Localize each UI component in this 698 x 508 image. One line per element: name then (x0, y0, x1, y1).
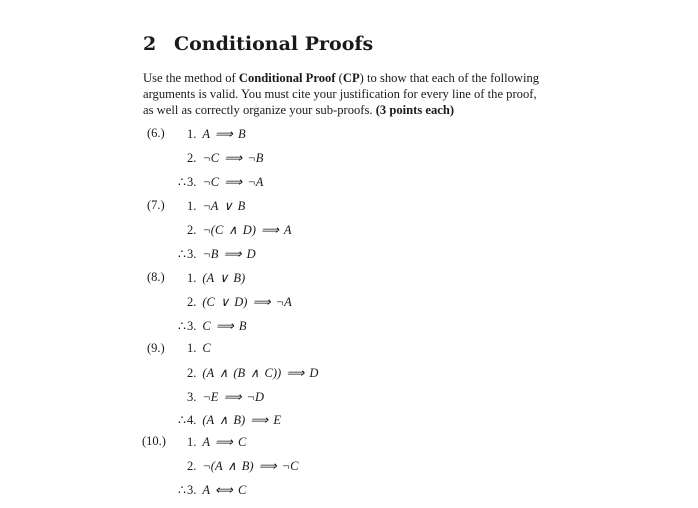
proof-line (187, 434, 246, 450)
formula: C ⟹ B (202, 319, 247, 333)
instructions-line-1 (143, 70, 603, 86)
section-heading (143, 33, 373, 55)
problem-label: (9.) (147, 341, 165, 355)
therefore-symbol: ∴ (178, 482, 186, 497)
formula: (A ∧ B) ⟹ E (202, 413, 281, 427)
instructions-text: ) to show that each of the following (359, 71, 540, 85)
formula: ¬(C ∧ D) ⟹ A (202, 223, 292, 237)
formula: (C ∨ D) ⟹ ¬A (202, 295, 292, 309)
line-number: 1. (187, 341, 197, 355)
formula: ¬C ⟹ ¬A (202, 175, 264, 189)
proof-line (178, 246, 256, 262)
formula: ¬B ⟹ D (202, 247, 256, 261)
line-number: 4. (187, 413, 197, 427)
line-number: 3. (187, 483, 197, 497)
proof-line (178, 482, 247, 498)
instructions-line-3 (143, 102, 603, 118)
proof-line (178, 318, 247, 334)
line-number: 2. (187, 459, 197, 473)
therefore-symbol: ∴ (178, 174, 186, 189)
line-number: 3. (187, 175, 197, 189)
proof-line (187, 198, 245, 214)
proof-line (187, 365, 318, 381)
instructions-paragraph (143, 70, 603, 118)
problem-label: (6.) (147, 126, 165, 140)
proof-line (187, 270, 245, 286)
points-note: (3 points each) (375, 103, 455, 117)
line-number: 3. (187, 319, 197, 333)
formula: ¬(A ∧ B) ⟹ ¬C (202, 459, 299, 473)
formula: (A ∧ (B ∧ C)) ⟹ D (202, 366, 319, 380)
line-number: 2. (187, 295, 197, 309)
proof-line (178, 412, 281, 428)
instructions-bold-abbrev: CP (342, 71, 360, 85)
line-number: 2. (187, 366, 197, 380)
line-number: 3. (187, 390, 197, 404)
proof-line (187, 341, 211, 356)
proof-line (187, 458, 299, 474)
line-number: 2. (187, 223, 197, 237)
formula: C (202, 341, 211, 355)
line-number: 1. (187, 271, 197, 285)
problem-label: (8.) (147, 270, 165, 284)
proof-line (187, 150, 263, 166)
section-number: 2 (143, 33, 157, 55)
problem-label: (10.) (142, 434, 166, 448)
formula: ¬C ⟹ ¬B (202, 151, 264, 165)
line-number: 1. (187, 127, 197, 141)
instructions-line-2: arguments is valid. You must cite your justification for every line of the proof, (143, 87, 537, 101)
therefore-symbol: ∴ (178, 412, 186, 427)
formula: A ⟹ C (202, 435, 247, 449)
formula: A ⟺ C (202, 483, 247, 497)
line-number: 2. (187, 151, 197, 165)
instructions-text: as well as correctly organize your sub-proofs. (143, 103, 376, 117)
therefore-symbol: ∴ (178, 318, 186, 333)
line-number: 1. (187, 199, 197, 213)
proof-line (187, 294, 292, 310)
instructions-bold-term: Conditional Proof (238, 71, 336, 85)
problem-label: (7.) (147, 198, 165, 212)
proof-line (178, 174, 264, 190)
line-number: 3. (187, 247, 197, 261)
proof-line (187, 222, 291, 238)
section-title: Conditional Proofs (174, 33, 374, 55)
proof-line (187, 389, 264, 405)
formula: ¬A ∨ B (202, 199, 246, 213)
formula: (A ∨ B) (202, 271, 246, 285)
therefore-symbol: ∴ (178, 246, 186, 261)
formula: A ⟹ B (202, 127, 246, 141)
proof-line (187, 126, 246, 142)
instructions-text: ( (335, 71, 343, 85)
line-number: 1. (187, 435, 197, 449)
formula: ¬E ⟹ ¬D (202, 390, 265, 404)
instructions-text: Use the method of (143, 71, 239, 85)
